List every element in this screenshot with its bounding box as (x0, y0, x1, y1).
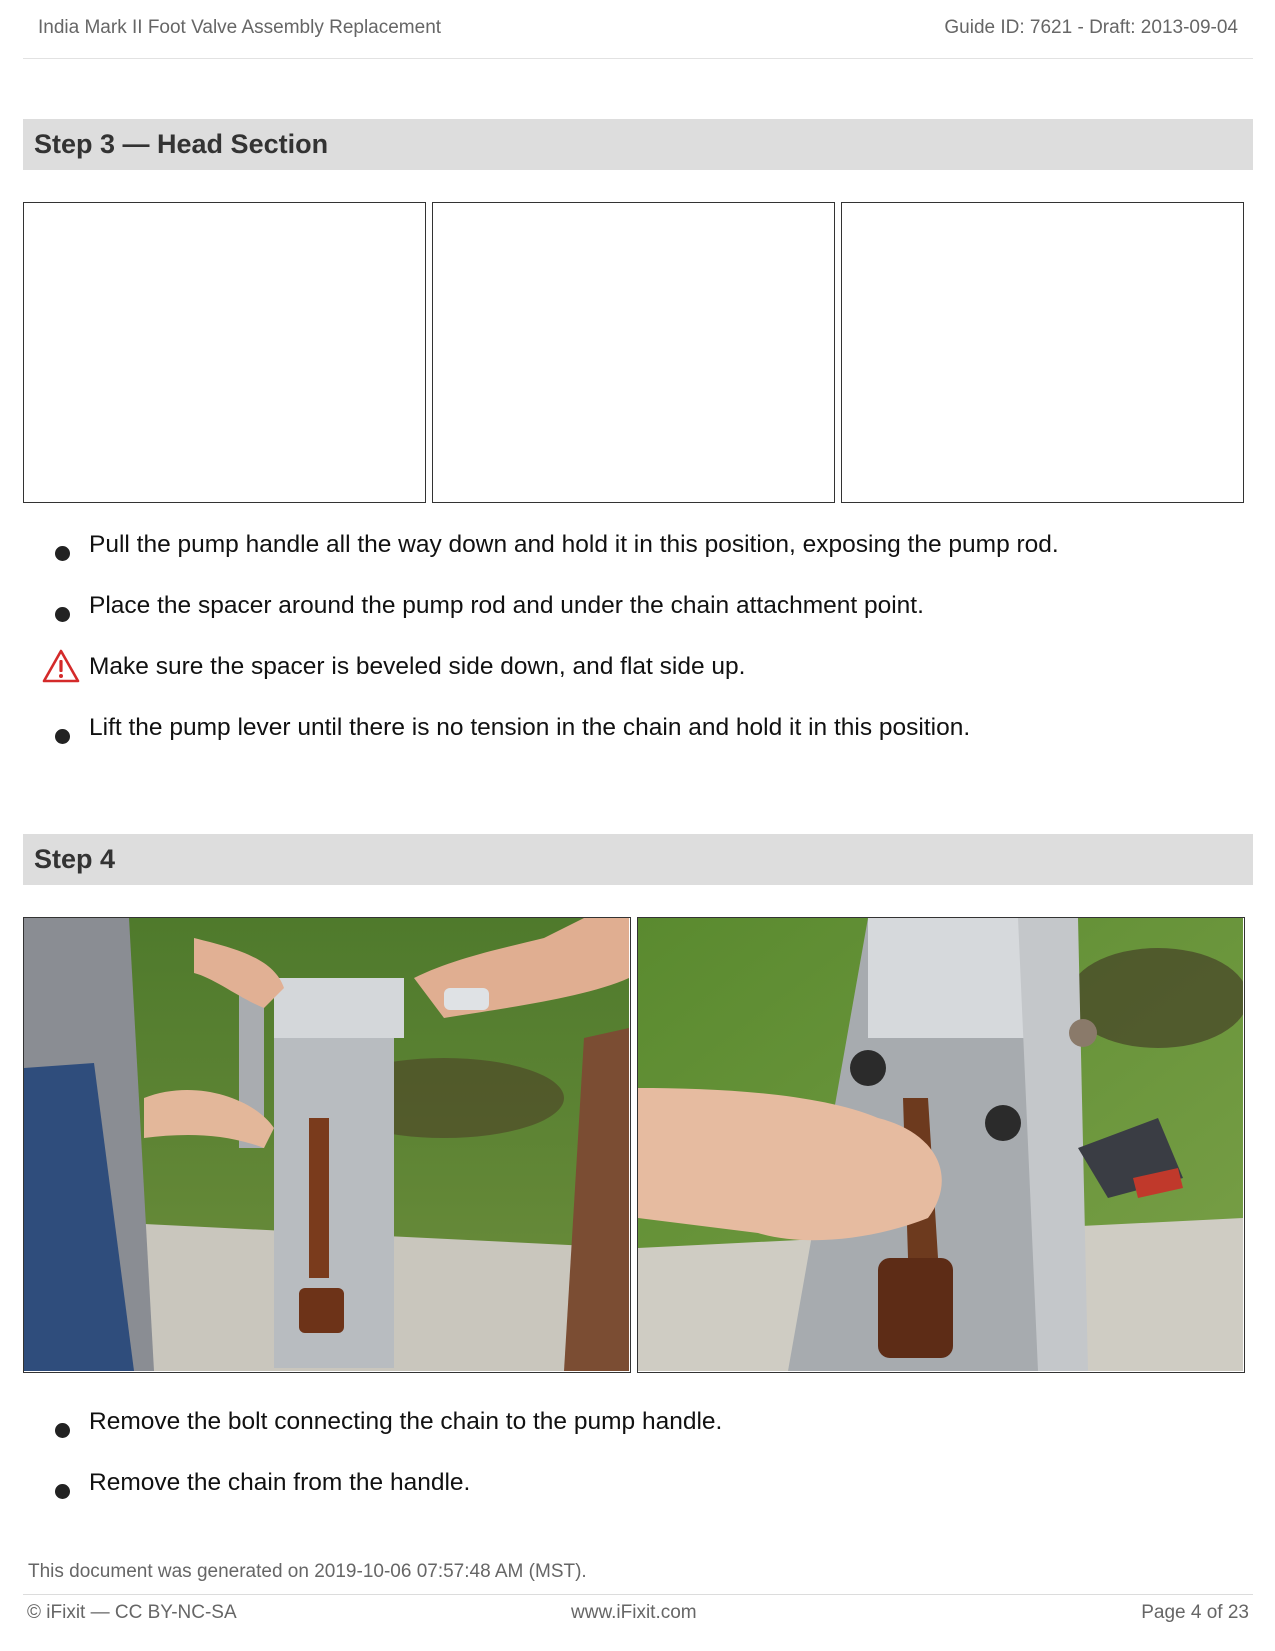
step-4-bullet-list (40, 1408, 1240, 1530)
license-text: © iFixit — CC BY-NC-SA (27, 1602, 237, 1623)
bullet-icon (55, 729, 70, 744)
bullet-text: Pull the pump handle all the way down and hold it in this position, exposing the pump rod. (89, 531, 1059, 558)
list-item (40, 1408, 1240, 1469)
warning-text: Make sure the spacer is beveled side down, and flat side up. (89, 653, 746, 680)
step-3-image-1[interactable] (23, 202, 426, 503)
step-4-heading-bar (23, 834, 1253, 885)
step-3-title: Step 3 — Head Section (34, 129, 329, 159)
guide-id: Guide ID: 7621 - Draft: 2013-09-04 (944, 17, 1238, 38)
step-3-image-2[interactable] (432, 202, 835, 503)
step-3-image-3[interactable] (841, 202, 1244, 503)
pump-photo-illustration (24, 918, 629, 1371)
list-item (40, 714, 1240, 775)
bullet-text: Remove the chain from the handle. (89, 1469, 471, 1496)
bullet-text: Lift the pump lever until there is no tension in the chain and hold it in this position. (89, 714, 971, 741)
guide-title: India Mark II Foot Valve Assembly Replacement (38, 17, 442, 38)
step-4-photo-1[interactable] (23, 917, 631, 1373)
bullet-icon (55, 607, 70, 622)
page-number: Page 4 of 23 (1141, 1602, 1249, 1623)
warning-icon (42, 649, 80, 683)
step-4-title: Step 4 (34, 844, 116, 874)
chain-photo-illustration (638, 918, 1243, 1371)
step-4-photo-2[interactable] (637, 917, 1245, 1373)
bullet-icon (55, 546, 70, 561)
list-item (40, 1469, 1240, 1530)
generated-note: This document was generated on 2019-10-06 07:57:48 AM (MST). (28, 1561, 587, 1582)
bullet-icon (55, 1484, 70, 1499)
list-item (40, 531, 1240, 592)
page-footer (23, 1594, 1253, 1635)
bullet-icon (55, 1423, 70, 1438)
page-header (23, 0, 1253, 59)
warning-item (40, 653, 1240, 714)
bullet-text: Place the spacer around the pump rod and under the chain attachment point. (89, 592, 924, 619)
step-3-heading-bar (23, 119, 1253, 170)
list-item (40, 592, 1240, 653)
site-link[interactable]: www.iFixit.com (571, 1602, 697, 1623)
bullet-text: Remove the bolt connecting the chain to the pump handle. (89, 1408, 723, 1435)
step-3-bullet-list (40, 531, 1240, 775)
